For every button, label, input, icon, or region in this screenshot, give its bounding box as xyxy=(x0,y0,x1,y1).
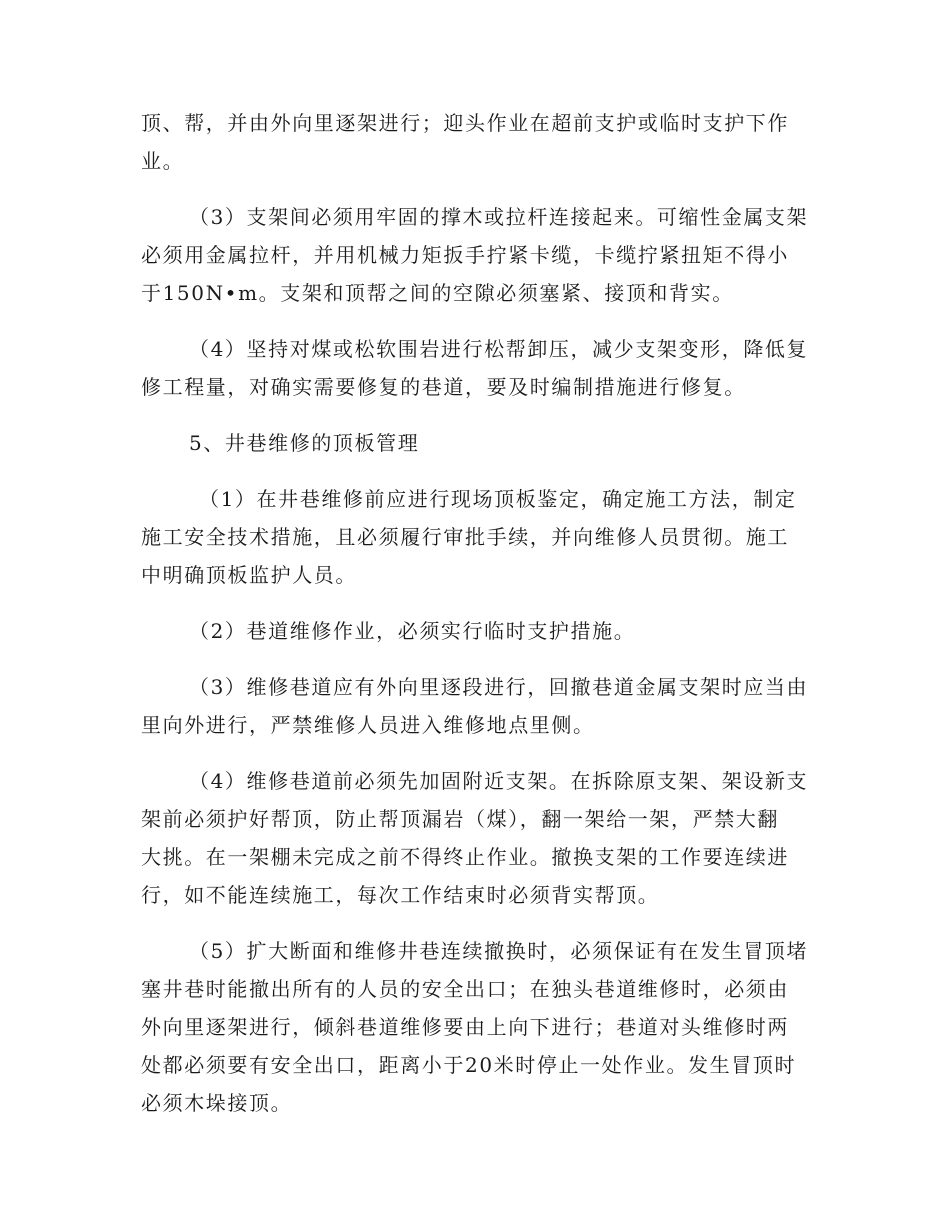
paragraph-7 xyxy=(141,668,813,744)
paragraph-3 xyxy=(141,330,813,406)
text-line: （4）坚持对煤或松软围岩进行松帮卸压，减少支架变形，降低复 xyxy=(189,337,809,361)
text-line: 架前必须护好帮顶，防止帮顶漏岩（煤），翻一架给一架，严禁大翻 xyxy=(141,807,779,831)
text-line: 顶、帮，并由外向里逐架进行；迎头作业在超前支护或临时支护下作 xyxy=(141,111,789,135)
text-line: 业。 xyxy=(141,149,185,173)
text-line: （1）在井巷维修前应进行现场顶板鉴定，确定施工方法，制定 xyxy=(199,487,797,511)
text-line: 大挑。在一架棚未完成之前不得终止作业。撤换支架的工作要连续进 xyxy=(141,845,789,869)
text-line: 塞井巷时能撤出所有的人员的安全出口；在独头巷道维修时，必须由 xyxy=(141,977,789,1001)
text-line: 施工安全技术措施，且必须履行审批手续，并向维修人员贯彻。施工 xyxy=(141,525,789,549)
text-line: 处都必须要有安全出口，距离小于20米时停止一处作业。发生冒顶时 xyxy=(141,1053,797,1077)
text-line: （4）维修巷道前必须先加固附近支架。在拆除原支架、架设新支 xyxy=(189,769,809,793)
paragraph-6 xyxy=(141,612,813,650)
text-line: （2）巷道维修作业，必须实行临时支护措施。 xyxy=(189,619,636,643)
text-line: （3）维修巷道应有外向里逐段进行，回撤巷道金属支架时应当由 xyxy=(189,675,809,699)
text-line: （3）支架间必须用牢固的撑木或拉杆连接起来。可缩性金属支架 xyxy=(189,205,809,229)
text-line: 修工程量，对确实需要修复的巷道，要及时编制措施进行修复。 xyxy=(141,375,746,399)
text-line: 里向外进行，严禁维修人员进入维修地点里侧。 xyxy=(141,713,595,737)
paragraph-2 xyxy=(141,198,813,312)
paragraph-5 xyxy=(141,480,813,594)
text-line: 中明确顶板监护人员。 xyxy=(141,563,357,587)
text-line: 必须木垛接顶。 xyxy=(141,1091,293,1115)
section-heading xyxy=(141,424,813,462)
text-line: 外向里逐架进行，倾斜巷道维修要由上向下进行；巷道对头维修时两 xyxy=(141,1015,789,1039)
section-heading-text: 5、井巷维修的顶板管理 xyxy=(189,431,420,455)
paragraph-1 xyxy=(141,104,813,180)
text-line: （5）扩大断面和维修井巷连续撤换时，必须保证有在发生冒顶堵 xyxy=(189,939,809,963)
body-text xyxy=(141,104,813,1122)
paragraph-9 xyxy=(141,932,813,1122)
text-line: 行，如不能连续施工，每次工作结束时必须背实帮顶。 xyxy=(141,883,660,907)
text-line: 必须用金属拉杆，并用机械力矩扳手拧紧卡缆，卡缆拧紧扭矩不得小 xyxy=(141,243,789,267)
paragraph-8 xyxy=(141,762,813,914)
text-line: 于150N•m。支架和顶帮之间的空隙必须塞紧、接顶和背实。 xyxy=(141,281,734,305)
